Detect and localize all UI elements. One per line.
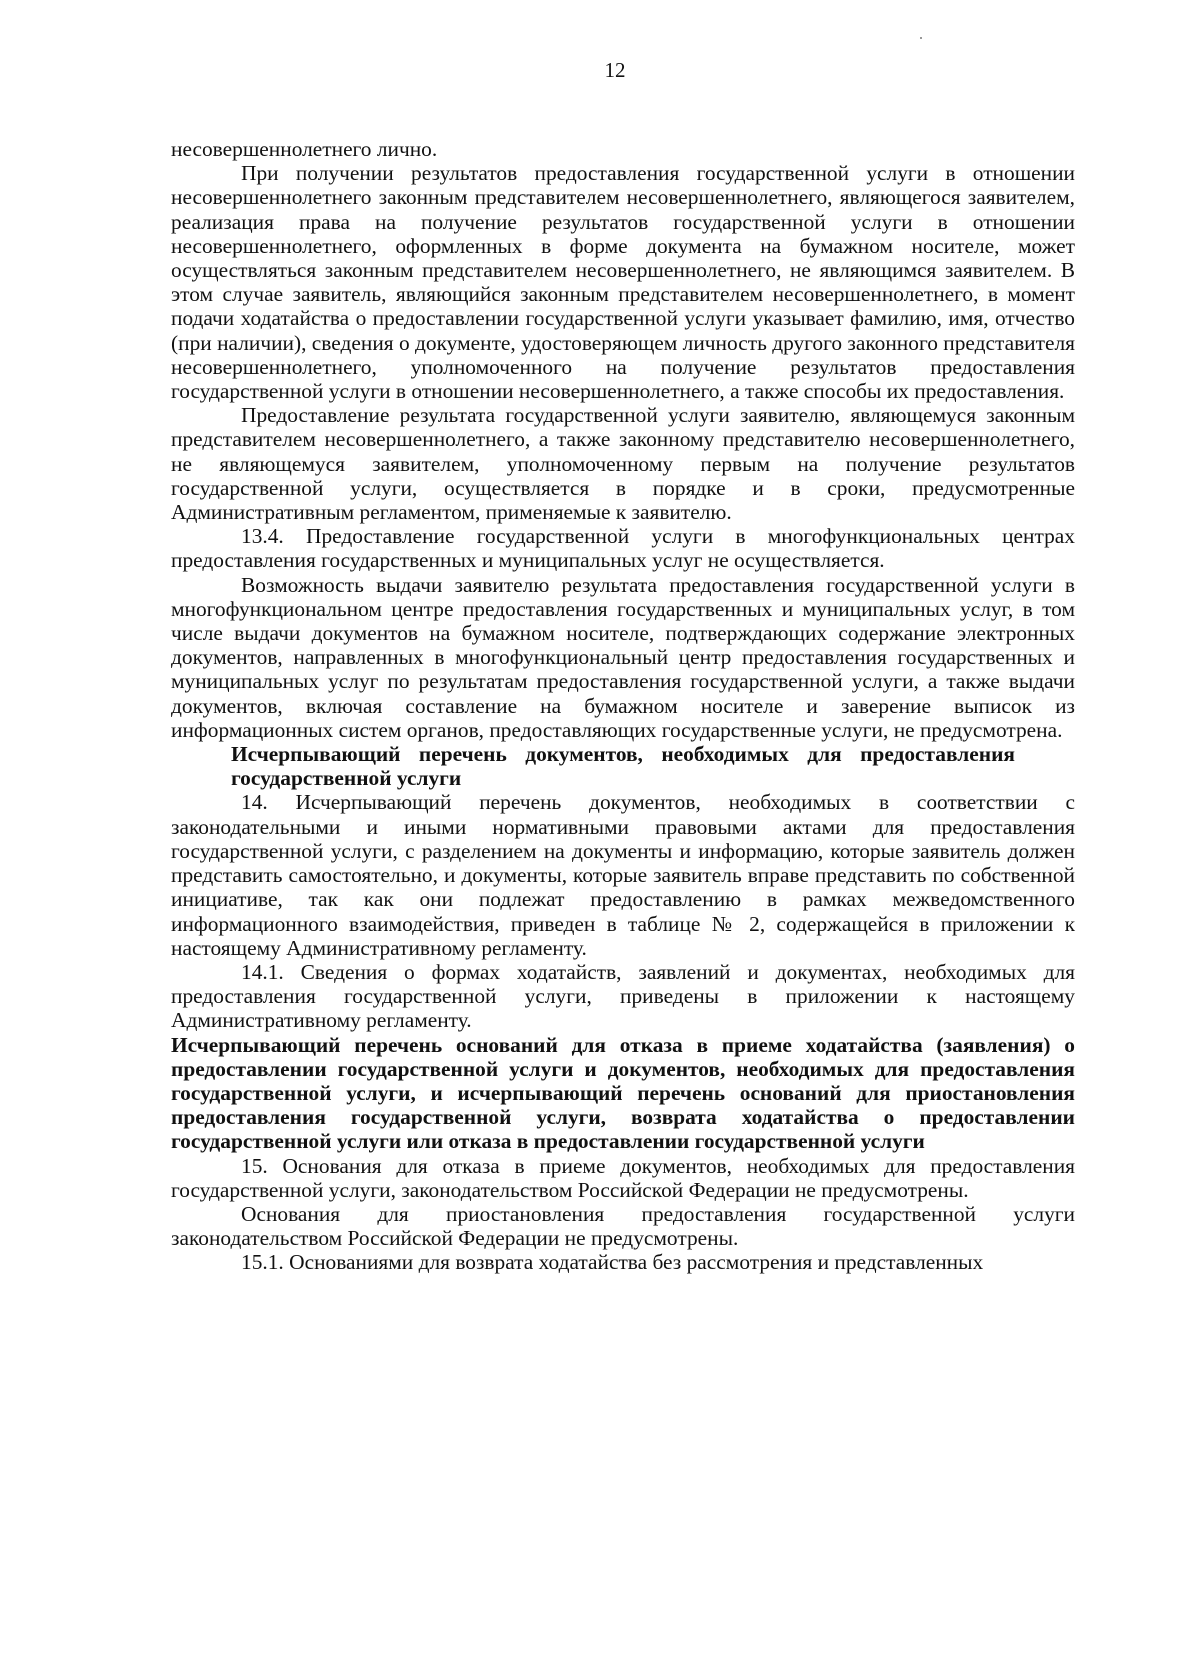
paragraph: Возможность выдачи заявителю результата предоставления государственной услуги в многофункциональном центре предоставления государственных и муниципальных услуг, в том числе выдачи документов на бумажном носителе, подтверждающих содержание электронных документов, направленных в многофункциональный центр предоставления государственных и муниципальных услуг по результатам предоставления государственной услуги, а также выдачи документов, включая составление на бумажном носителе и заверение выписок из информационных систем органов, предоставляющих государственные услуги, не предусмотрена.: [171, 572, 1075, 742]
paragraph: 13.4. Предоставление государственной услуги в многофункциональных центрах предоставления государственных и муниципальных услуг не осуществляется.: [171, 524, 1075, 573]
section-heading: Исчерпывающий перечень оснований для отказа в приеме ходатайства (заявления) о предоставлении государственной услуги и документов, необходимых для предоставления государственной услуги, и исчерпывающий перечень оснований для приостановления предоставления государственной услуги, возврата ходатайства о предоставлении государственной услуги или отказа в предоставлении государственной услуги: [171, 1032, 1075, 1154]
paragraph: 14. Исчерпывающий перечень документов, необходимых в соответствии с законодательными и иными нормативными правовыми актами для предоставления государственной услуги, с разделением на документы и информацию, которые заявитель должен представить самостоятельно, и документы, которые заявитель вправе представить по собственной инициативе, так как они подлежат предоставлению в рамках межведомственного информационного взаимодействия, приведен в таблице № 2, содержащейся в приложении к настоящему Административному регламенту.: [171, 790, 1075, 960]
paragraph: Основания для приостановления предоставления государственной услуги законодательством Российской Федерации не предусмотрены.: [171, 1201, 1075, 1251]
paragraph: 15. Основания для отказа в приеме документов, необходимых для предоставления государственной услуги, законодательством Российской Федерации не предусмотрены.: [171, 1153, 1075, 1202]
paragraph: 15.1. Основаниями для возврата ходатайства без рассмотрения и представленных: [241, 1250, 984, 1275]
document-body: [171, 137, 1075, 1275]
page-number: 12: [604, 58, 626, 82]
paragraph: При получении результатов предоставления государственной услуги в отношении несовершеннолетнего законным представителем несовершеннолетнего, являющегося заявителем, реализация права на получение результатов государственной услуги в отношении несовершеннолетнего, оформленных в форме документа на бумажном носителе, может осуществляться законным представителем несовершеннолетнего, не являющимся заявителем. В этом случае заявитель, являющийся законным представителем несовершеннолетнего, в момент подачи ходатайства о предоставлении государственной услуги указывает фамилию, имя, отчество (при наличии), сведения о документе, удостоверяющем личность другого законного представителя несовершеннолетнего, уполномоченного на получение результатов предоставления государственной услуги в отношении несовершеннолетнего, а также способы их предоставления.: [171, 161, 1075, 404]
section-heading: Исчерпывающий перечень документов, необходимых для предоставления государственной услуги: [231, 742, 1015, 791]
paragraph: несовершеннолетнего лично.: [171, 137, 438, 161]
paragraph: 14.1. Сведения о формах ходатайств, заявлений и документах, необходимых для предоставления государственной услуги, приведены в приложении к настоящему Административному регламенту.: [171, 959, 1075, 1033]
paragraph: Предоставление результата государственной услуги заявителю, являющемуся законным представителем несовершеннолетнего, а также законному представителю несовершеннолетнего, не являющемуся заявителем, уполномоченному первым на получение результатов государственной услуги, осуществляется в порядке и в сроки, предусмотренные Административным регламентом, применяемые к заявителю.: [171, 403, 1075, 525]
scan-speck: [920, 37, 922, 39]
